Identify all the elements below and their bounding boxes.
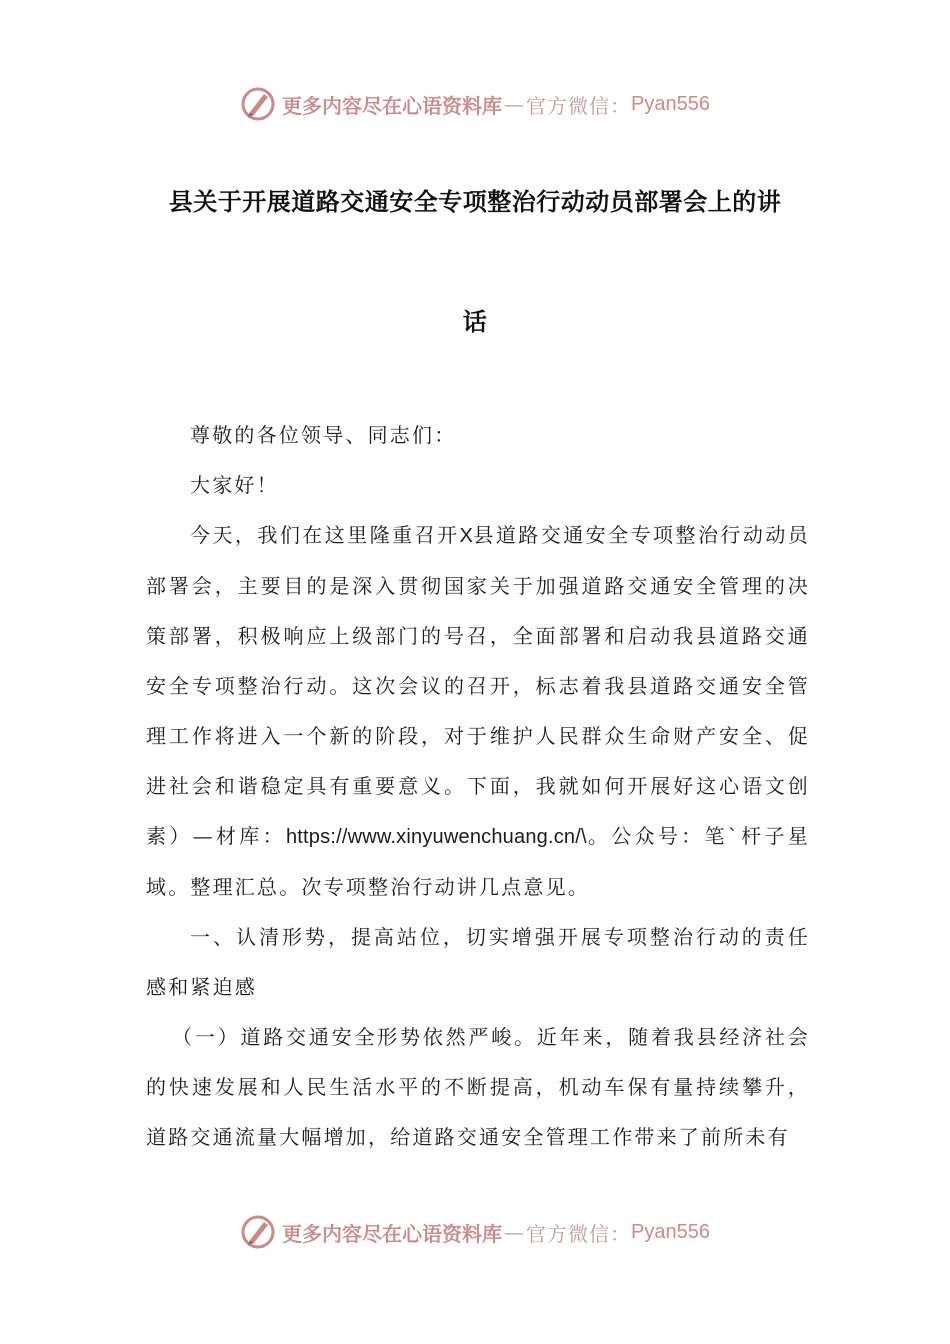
paragraph-intro-c: 。公众号：笔`杆子星域。整理汇总。次专项整治行动讲几点意见。 (146, 824, 811, 899)
paragraph-intro-b: 县道路交通安全专项整治行动动员部署会，主要目的是深入贯彻国家关于加强道路交通安全管理的决策部署，积极响应上级部门的号召，全面部署和启动我县道路交通安全专项整治行动。这次会议的召开，标志着我县道路交通安全管理工作将进入一个新的阶段，对于维护人民群众生命财产安全、促进社会和谐稳定具有重要意义。下面，我就如何开展好这心语文创素）—材库： (146, 523, 811, 848)
subsection-1: （一）道路交通安全形势依然严峻。近年来，随着我县经济社会的快速发展和人民生活水平的不断提高，机动车保有量持续攀升，道路交通流量大幅增加，给道路交通安全管理工作带来了前所未有 (146, 1025, 810, 1149)
paragraph-intro (146, 510, 810, 912)
salutation: 尊敬的各位领导、同志们： (190, 423, 457, 447)
watermark-main: 更多内容尽在心语资料库 (282, 93, 503, 118)
watermark-main: 更多内容尽在心语资料库 (282, 1221, 503, 1246)
source-url: https://www.xinyuwenchuang.cn/\ (285, 826, 587, 848)
watermark-header (0, 84, 950, 124)
watermark-sub: 官方微信： (526, 1221, 632, 1246)
greeting: 大家好！ (190, 473, 279, 497)
document-title-line1: 县关于开展道路交通安全专项整治行动动员部署会上的讲 (168, 188, 782, 216)
watermark-dash: — (504, 92, 525, 116)
watermark-id: Pyan556 (631, 92, 710, 115)
watermark-dash: — (504, 1220, 525, 1244)
county-placeholder: X (459, 525, 474, 547)
paragraph-intro-a: 今天，我们在这里隆重召开 (190, 523, 460, 547)
pen-logo-icon (240, 1214, 276, 1250)
section-heading-1: 一、认清形势，提高站位，切实增强开展专项整治行动的责任感和紧迫感 (146, 925, 810, 999)
watermark-footer (0, 1212, 950, 1252)
document-title-line2: 话 (462, 308, 488, 336)
pen-logo-icon (240, 86, 276, 122)
watermark-sub: 官方微信： (526, 93, 632, 118)
document-body (146, 410, 810, 1162)
watermark-id: Pyan556 (631, 1220, 710, 1243)
